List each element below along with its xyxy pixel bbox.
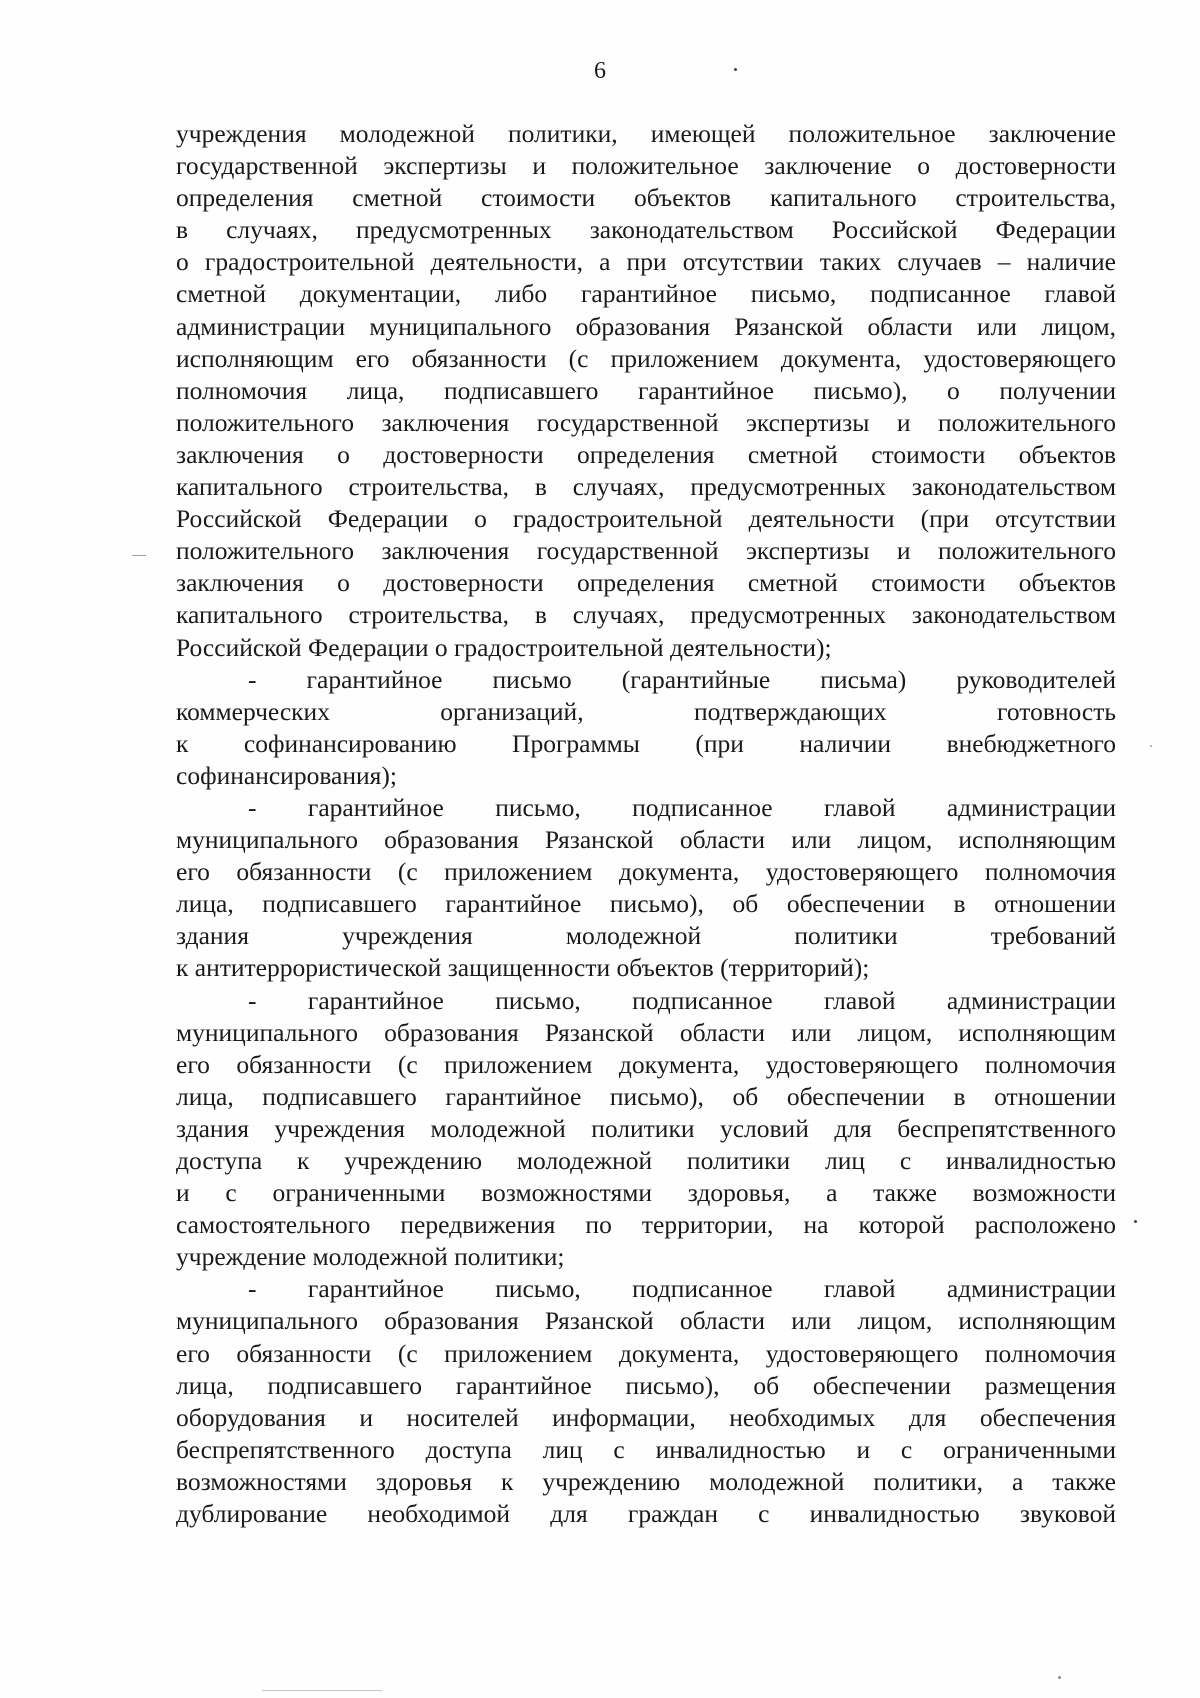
text-line: учреждения молодежной политики, имеющей положительное заключение (176, 119, 1116, 148)
scan-speck (1150, 745, 1152, 747)
scan-speck (1058, 1676, 1061, 1679)
text-line: беспрепятственного доступа лиц с инвалидностью и с ограниченными (176, 1434, 1116, 1464)
text-line: оборудования и носителей информации, необходимых для обеспечения (176, 1402, 1116, 1432)
text-line: к софинансированию Программы (при наличии внебюджетного (176, 728, 1116, 758)
text-line: лица, подписавшего гарантийное письмо), об обеспечении в отношении (176, 1081, 1116, 1111)
text-line: сметной документации, либо гарантийное письмо, подписанное главой (176, 279, 1116, 309)
text-line: определения сметной стоимости объектов капитального строительства, (176, 183, 1116, 213)
text-line: муниципального образования Рязанской области или лицом, исполняющим (176, 825, 1116, 855)
text-line: его обязанности (с приложением документа, удостоверяющего полномочия (176, 1049, 1116, 1079)
text-line: возможностями здоровья к учреждению молодежной политики, а также (176, 1466, 1116, 1496)
text-line: Российской Федерации о градостроительной деятельности); (176, 632, 832, 662)
text-line: заключения о достоверности определения сметной стоимости объектов (176, 568, 1116, 598)
scan-speck (132, 555, 146, 556)
text-line: лица, подписавшего гарантийное письмо), об обеспечении в отношении (176, 889, 1116, 919)
text-line: положительного заключения государственной экспертизы и положительного (176, 407, 1116, 437)
text-line: в случаях, предусмотренных законодательством Российской Федерации (176, 215, 1116, 245)
text-line: его обязанности (с приложением документа, удостоверяющего полномочия (176, 857, 1116, 887)
text-line: исполняющим его обязанности (с приложением документа, удостоверяющего (176, 343, 1116, 373)
text-line: его обязанности (с приложением документа, удостоверяющего полномочия (176, 1338, 1116, 1368)
text-line: Российской Федерации о градостроительной деятельности (при отсутствии (176, 504, 1116, 534)
text-line: софинансирования); (176, 760, 397, 790)
text-line: доступа к учреждению молодежной политики лиц с инвалидностью (176, 1146, 1116, 1175)
text-line: о градостроительной деятельности, а при отсутствии таких случаев – наличие (176, 247, 1116, 277)
text-line: полномочия лица, подписавшего гарантийное письмо), о получении (176, 375, 1116, 405)
text-line: государственной экспертизы и положительное заключение о достоверности (176, 151, 1116, 181)
text-line: положительного заключения государственной экспертизы и положительного (176, 536, 1116, 566)
bullet-line: - гарантийное письмо, подписанное главой администрации (248, 792, 1116, 822)
text-line: дублирование необходимой для граждан с инвалидностью звуковой (176, 1499, 1116, 1529)
bullet-line: - гарантийное письмо, подписанное главой администрации (248, 1274, 1116, 1304)
text-line: капитального строительства, в случаях, предусмотренных законодательством (176, 472, 1116, 502)
text-line: учреждение молодежной политики; (176, 1242, 565, 1272)
text-line: капитального строительства, в случаях, предусмотренных законодательством (176, 600, 1116, 630)
page-number: 6 (594, 58, 606, 84)
document-body (176, 118, 1116, 1530)
scan-speck (1134, 1220, 1137, 1223)
text-line: и с ограниченными возможностями здоровья, а также возможности (176, 1178, 1116, 1208)
bullet-line: - гарантийное письмо, подписанное главой администрации (248, 985, 1116, 1015)
text-line: муниципального образования Рязанской области или лицом, исполняющим (176, 1306, 1116, 1336)
text-line: к антитеррористической защищенности объектов (территорий); (176, 953, 870, 983)
text-line: лица, подписавшего гарантийное письмо), об обеспечении размещения (176, 1370, 1116, 1400)
text-line: здания учреждения молодежной политики требований (176, 921, 1116, 951)
scan-speck (734, 68, 737, 71)
text-line: самостоятельного передвижения по территории, на которой расположено (176, 1210, 1116, 1240)
text-line: администрации муниципального образования Рязанской области или лицом, (176, 311, 1116, 341)
scan-speck (262, 1690, 382, 1691)
text-line: коммерческих организаций, подтверждающих готовность (176, 696, 1116, 726)
text-line: заключения о достоверности определения сметной стоимости объектов (176, 439, 1116, 469)
text-line: муниципального образования Рязанской области или лицом, исполняющим (176, 1017, 1116, 1047)
text-line: здания учреждения молодежной политики условий для беспрепятственного (176, 1113, 1116, 1143)
bullet-line: - гарантийное письмо (гарантийные письма) руководителей (248, 664, 1116, 694)
